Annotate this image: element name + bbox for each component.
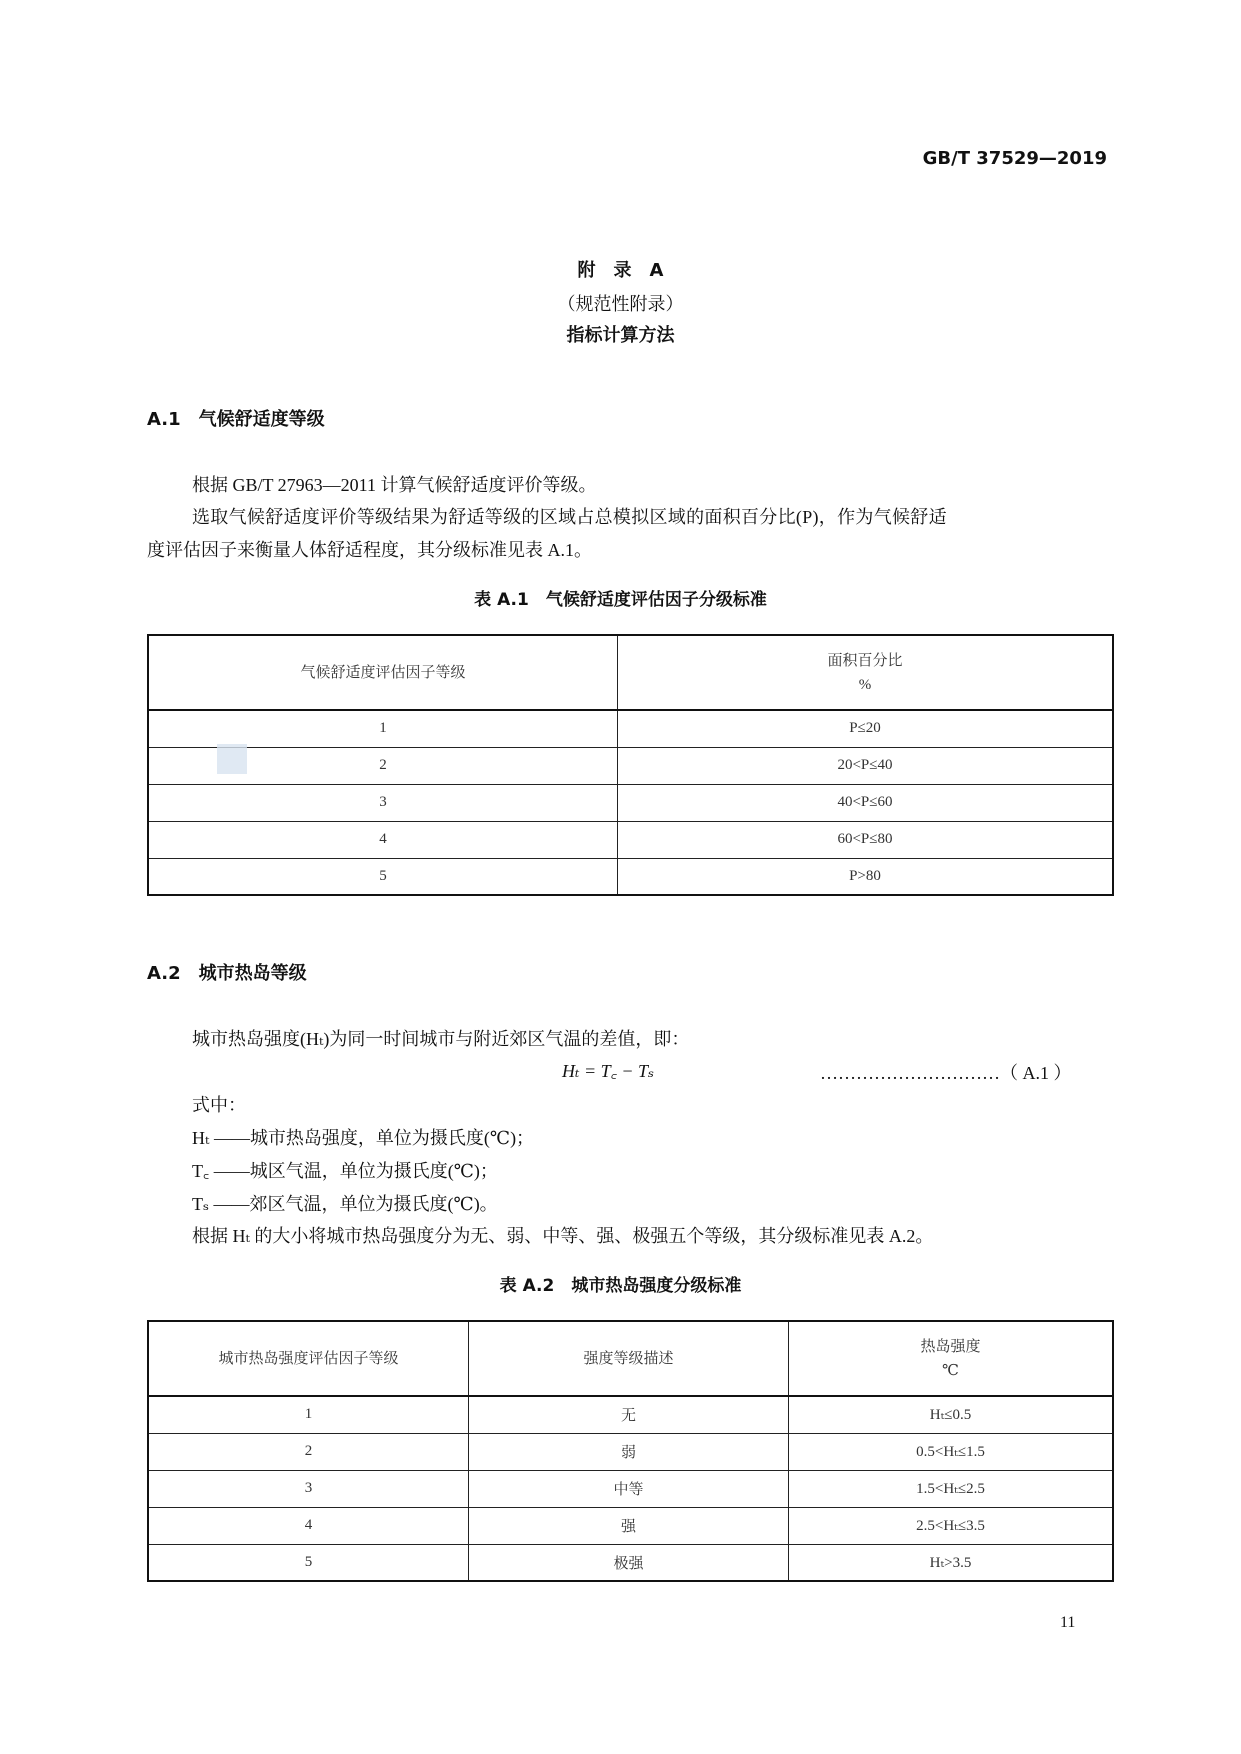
definition: Hₜ ——城市热岛强度，单位为摄氏度(℃)； [192,1128,535,1148]
paragraph: 根据 GB/T 27963—2011 计算气候舒适度评价等级。 [192,475,597,495]
paragraph: 城市热岛强度(Hₜ)为同一时间城市与附近郊区气温的差值，即： [192,1029,690,1049]
section-heading-a2: A.2 城市热岛等级 [147,963,307,984]
table-row [148,784,1113,821]
paragraph: 根据 Hₜ 的大小将城市热岛强度分为无、弱、中等、强、极强五个等级，其分级标准见表 A.2。 [192,1226,934,1246]
paragraph: 度评估因子来衡量人体舒适程度，其分级标准见表 A.1。 [147,540,592,560]
cell: 4 [148,821,618,858]
cell: 无 [469,1396,789,1433]
cell: 20<P≤40 [618,747,1114,784]
table-row [148,747,1113,784]
formula-number: …………………………（ A.1 ） [820,1063,1072,1083]
column-header-label: 热岛强度 [920,1338,981,1355]
cell: 1 [148,1396,469,1433]
paragraph: 选取气候舒适度评价等级结果为舒适等级的区域占总模拟区域的面积百分比(P)，作为气候舒适 [192,507,947,527]
column-header-label: 面积百分比 [827,652,903,669]
formula: Hₜ = T꜀ − Tₛ [562,1061,655,1081]
table-row [148,1507,1113,1544]
cell: P≤20 [618,710,1114,747]
cell: 2 [148,1433,469,1470]
section-heading-a1: A.1 气候舒适度等级 [147,409,325,430]
cell: 0.5<Hₜ≤1.5 [789,1433,1114,1470]
cell: P>80 [618,858,1114,895]
cell: 1 [148,710,618,747]
table-caption: 表 A.1 气候舒适度评估因子分级标准 [474,590,767,610]
where-label: 式中： [192,1095,246,1115]
table-row [148,1433,1113,1470]
table-row [148,1470,1113,1507]
column-header-unit: ℃ [942,1362,959,1379]
table-row [148,710,1113,747]
table-row [148,1396,1113,1433]
column-header-unit: % [858,676,872,693]
column-header: 城市热岛强度评估因子等级 [148,1321,469,1396]
cell: 60<P≤80 [618,821,1114,858]
cell: Hₜ>3.5 [789,1544,1114,1581]
cell: 1.5<Hₜ≤2.5 [789,1470,1114,1507]
table-row [148,858,1113,895]
cell: 5 [148,1544,469,1581]
document-code: GB/T 37529—2019 [922,148,1107,169]
annex-subject: 指标计算方法 [566,325,675,346]
table-row [148,1544,1113,1581]
page-number: 11 [1060,1614,1076,1631]
cell: 强 [469,1507,789,1544]
column-header [789,1321,1114,1396]
annex-title: 附 录 A [577,260,664,281]
cell: 2.5<Hₜ≤3.5 [789,1507,1114,1544]
sac-watermark-logo [217,744,247,774]
cell: 弱 [469,1433,789,1470]
cell: 40<P≤60 [618,784,1114,821]
table-a1 [147,634,1114,896]
cell: 5 [148,858,618,895]
column-header: 强度等级描述 [469,1321,789,1396]
cell: 2 [148,747,618,784]
table-caption: 表 A.2 城市热岛强度分级标准 [499,1276,742,1296]
cell: 4 [148,1507,469,1544]
definition: T꜀ ——城区气温，单位为摄氏度(℃)； [192,1161,498,1181]
column-header [618,635,1114,710]
cell: Hₜ≤0.5 [789,1396,1114,1433]
annex-type: （规范性附录） [557,294,684,315]
table-row [148,821,1113,858]
table-a2 [147,1320,1114,1582]
definition: Tₛ ——郊区气温，单位为摄氏度(℃)。 [192,1194,498,1214]
cell: 中等 [469,1470,789,1507]
cell: 3 [148,784,618,821]
column-header: 气候舒适度评估因子等级 [148,635,618,710]
cell: 极强 [469,1544,789,1581]
cell: 3 [148,1470,469,1507]
